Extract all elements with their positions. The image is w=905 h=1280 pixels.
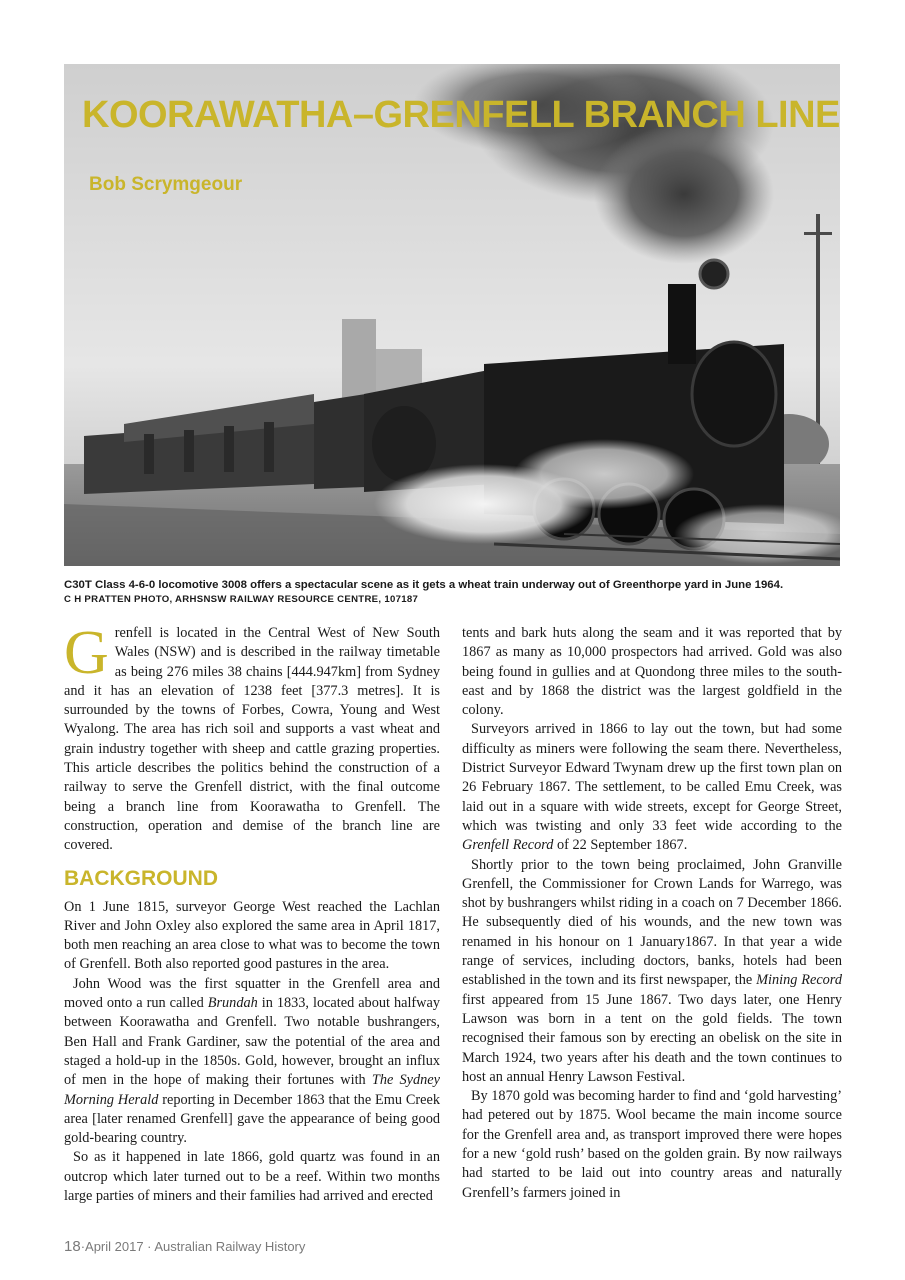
p2-italic-smh: The Sydney Morning Herald: [64, 1072, 440, 1108]
caption-credit: C H PRATTEN PHOTO, ARHSNSW RAILWAY RESOURCE CENTRE, 107187: [64, 594, 419, 605]
paragraph-3-continued: tents and bark huts along the seam and it was reported that by 1867 as many as 10,000 prospectors had arrived. Gold was also being found in gullies and at Quondong three miles to the south-east and by 1868 the district was the largest goldfield in the colony.: [462, 625, 842, 719]
column-right: [462, 624, 842, 1203]
paragraph-2: [64, 975, 440, 1149]
p4-italic-grenfell-record: Grenfell Record: [462, 837, 554, 854]
p2-text-c: reporting in December 1863 that the Emu Creek area [later renamed Grenfell] gave the appearance of being good gold-bearing country.: [64, 1091, 440, 1147]
issue-info: ·April 2017 · Australian Railway History: [80, 1239, 306, 1254]
p4-text-b: of 22 September 1867.: [553, 837, 688, 854]
paragraph-3: So as it happened in late 1866, gold quartz was found in an outcrop which later turned out to be a reef. Within two months large parties of miners and their families had arrived and erected: [64, 1149, 440, 1205]
article-author: Bob Scrymgeour: [89, 174, 243, 195]
locomotive-photo: [64, 64, 840, 566]
p4-text-a: Surveyors arrived in 1866 to lay out the town, but had some difficulty as miners were following the seam there. Nevertheless, District Surveyor Edward Twynam drew up the first town plan on 26 February 1867. The settlement, to be called Emu Creek, was laid out in a square with wide streets, except for George Street, which was twisting and only 33 feet wide according to the: [462, 721, 842, 834]
article-title: KOORAWATHA–GRENFELL BRANCH LINE: [82, 94, 840, 136]
p2-text-a: John Wood was the first squatter in the Grenfell area and moved onto a run called: [64, 975, 440, 1012]
column-left: [64, 619, 440, 1206]
intro-text: renfell is located in the Central West of New South Wales (NSW) and is described in the railway timetable as being 276 miles 38 chains [444.947km] from Sydney and it has an elevation of 1238 feet [377.3 metres]. It is surrounded by the towns of Forbes, Cowra, Young and West Wyalong. The area has rich soil and supports a vast wheat and grain industry together with sheep and cattle grazing properties. This article describes the politics behind the construction of a railway to serve the Grenfell district, with the final outcome being a branch line from Koorawatha to Grenfell. The construction, operation and demise of the branch line are covered.: [64, 625, 440, 854]
hero-photo: [64, 64, 840, 566]
page-number: 18: [64, 1238, 81, 1255]
paragraph-5: [462, 856, 842, 1088]
paragraph-1: On 1 June 1815, surveyor George West reached the Lachlan River and John Oxley also explored the same area in April 1817, both men reaching an area close to what was to become the town of Grenfell. Both also reported good pastures in the area.: [64, 898, 440, 973]
p5-text-a: Shortly prior to the town being proclaimed, John Granville Grenfell, the Commissioner for Crown Lands for Warrego, was shot by bushrangers whilst riding in a coach on 7 December 1866. He subsequently died of his wounds, and the new town was renamed in his honour on 1 January1867. In that year a wide range of services, including doctors, banks, hotels had been established in the town and its first newspaper, the: [462, 856, 842, 989]
photo-caption: [64, 578, 854, 606]
p2-text-b: in 1833, located about halfway between Koorawatha and Grenfell. Two notable bushrangers, Ben Hall and Frank Gardiner, saw the potential of the area and staged a hold-up in the 1850s. Gold, however, brought an influx of men in the hope of making their fortunes with: [64, 995, 440, 1089]
p2-italic-brundah: Brundah: [207, 995, 258, 1012]
caption-text: C30T Class 4-6-0 locomotive 3008 offers a spectacular scene as it gets a wheat train underway out of Greenthorpe yard in June 1964.: [64, 579, 784, 591]
page-footer: [64, 1238, 305, 1255]
section-heading: BACKGROUND: [64, 866, 218, 890]
paragraph-6: By 1870 gold was becoming harder to find and ‘gold harvesting’ had petered out by 1875. Wool became the main income source for the Grenfell area and, as transport improved there were hopes for a new ‘gold rush’ based on the golden grain. By now railways had started to be laid out into country areas and naturally Grenfell’s farmers joined in: [462, 1088, 842, 1201]
paragraph-4: [462, 720, 842, 855]
p5-italic-mining-record: Mining Record: [756, 972, 842, 989]
p5-text-b: first appeared from 15 June 1867. Two days later, one Henry Lawson was born in a tent on the gold fields. The town recognised their famous son by erecting an obelisk on the site in March 1924, two years after his death and the town continues to host an annual Henry Lawson Festival.: [462, 991, 842, 1085]
drop-cap: G: [64, 619, 109, 687]
intro-paragraph: [64, 619, 440, 856]
